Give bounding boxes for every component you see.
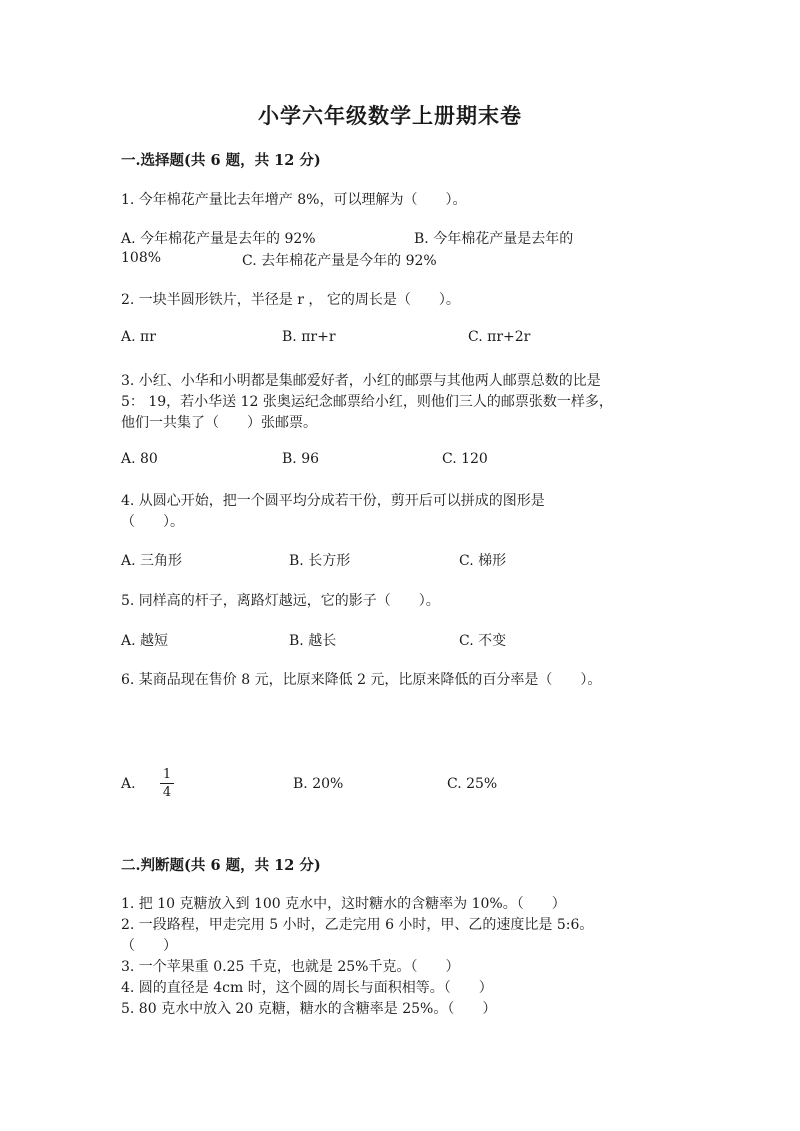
question-6-option-a-fraction [160,767,174,800]
fraction-bar [160,783,174,784]
question-1-stem: 1. 今年棉花产量比去年增产 8%，可以理解为（ ）。 [121,192,467,208]
question-3-option-c: C. 120 [442,451,488,467]
question-5-option-a: A. 越短 [121,633,169,649]
question-1-option-a: A. 今年棉花产量是去年的 92% [121,231,316,247]
question-4-option-a: A. 三角形 [121,553,183,569]
page-title: 小学六年级数学上册期末卷 [258,103,522,128]
question-2-option-b: B. πr+r [282,329,336,345]
fraction-denominator: 4 [162,785,172,800]
judgment-line-1: 1. 把 10 克糖放入到 100 克水中，这时糖水的含糖率为 10%。（ ） [121,896,566,912]
section-heading-choice: 一.选择题(共 6 题，共 12 分) [121,152,321,169]
question-1-option-c: C. 去年棉花产量是今年的 92% [242,253,437,269]
judgment-line-2-cont: （ ） [121,938,177,954]
judgment-line-2: 2. 一段路程，甲走完用 5 小时，乙走完用 6 小时，甲、乙的速度比是 5:6。 [121,917,594,933]
section-heading-judgment: 二.判断题(共 6 题，共 12 分) [121,857,321,874]
question-5-option-b: B. 越长 [289,633,337,649]
question-6-option-a: A. [121,776,136,792]
question-5-stem: 5. 同样高的杆子，离路灯越远，它的影子（ ）。 [121,593,440,609]
judgment-line-4: 4. 圆的直径是 4cm 时，这个圆的周长与面积相等。（ ） [121,980,493,996]
question-1-option-b-cont: 108% [121,250,162,266]
question-6-option-c: C. 25% [447,776,498,792]
question-3-stem-line3: 他们一共集了（ ）张邮票。 [121,415,317,431]
question-4-option-b: B. 长方形 [289,553,351,569]
fraction-numerator: 1 [162,767,172,782]
judgment-line-3: 3. 一个苹果重 0.25 千克，也就是 25%千克。（ ） [121,959,460,975]
question-4-option-c: C. 梯形 [459,553,507,569]
question-3-stem-line2: 5： 19，若小华送 12 张奥运纪念邮票给小红，则他们三人的邮票张数一样多， [121,394,613,410]
question-3-option-b: B. 96 [282,451,320,467]
question-2-stem: 2. 一块半圆形铁片，半径是 r ， 它的周长是（ ）。 [121,292,460,308]
question-6-option-b: B. 20% [293,776,344,792]
question-3-option-a: A. 80 [121,451,158,467]
question-6-stem: 6. 某商品现在售价 8 元，比原来降低 2 元，比原来降低的百分率是（ ）。 [121,672,602,688]
question-4-stem-line2: （ ）。 [121,514,184,530]
judgment-line-5: 5. 80 克水中放入 20 克糖，糖水的含糖率是 25%。（ ） [121,1001,497,1017]
question-5-option-c: C. 不变 [459,633,507,649]
question-1-option-b: B. 今年棉花产量是去年的 [414,231,574,247]
question-2-option-a: A. πr [121,329,156,345]
question-4-stem-line1: 4. 从圆心开始，把一个圆平均分成若干份，剪开后可以拼成的图形是 [121,493,545,509]
question-3-stem-line1: 3. 小红、小华和小明都是集邮爱好者，小红的邮票与其他两人邮票总数的比是 [121,373,601,389]
question-2-option-c: C. πr+2r [468,329,531,345]
